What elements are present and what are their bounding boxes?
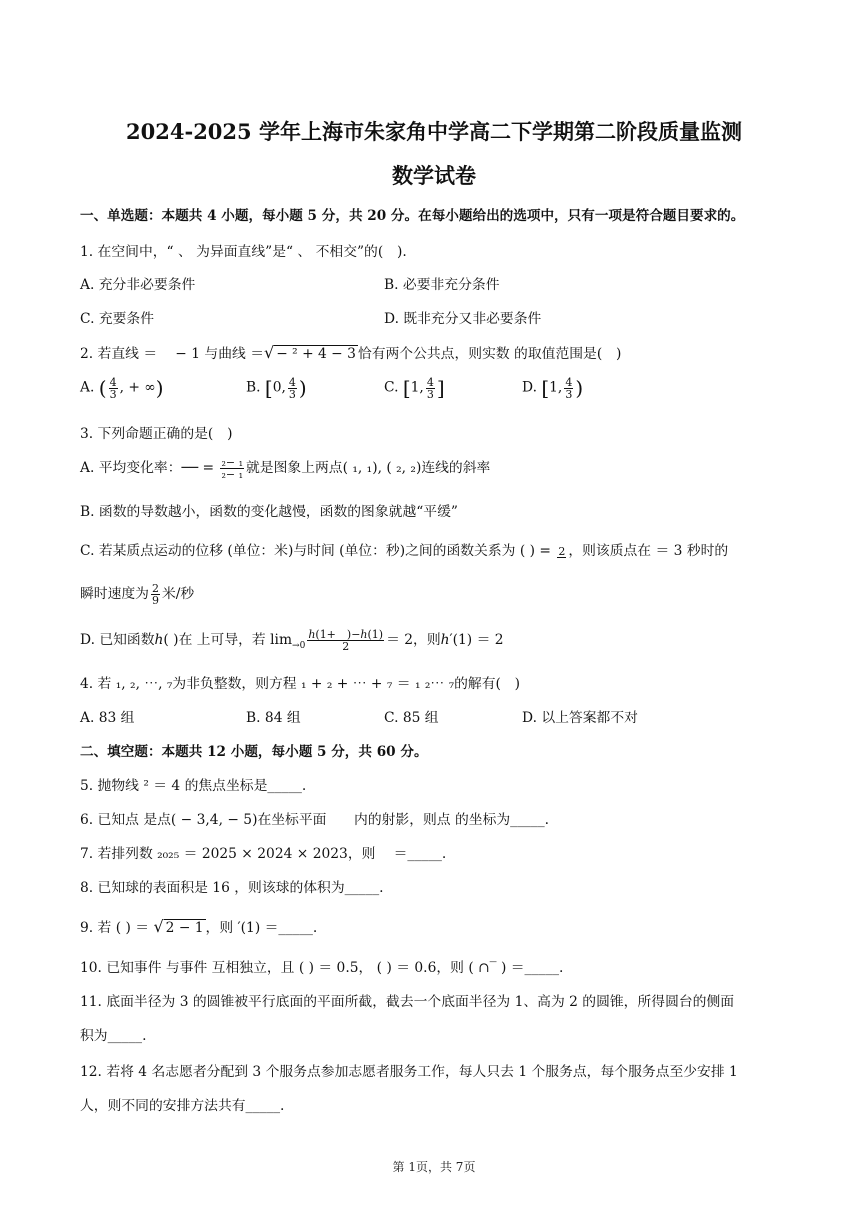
fraction-numerator: 4 — [565, 375, 573, 389]
question-2-option-a — [80, 376, 164, 400]
fraction-denominator: 3 — [109, 387, 117, 401]
fraction-denominator: 9 — [151, 594, 159, 607]
option-text-rest: 米/秒 — [161, 586, 195, 602]
option-text-rest: ，则该质点在 ＝ 3 秒时的 — [568, 543, 729, 559]
question-4-stem: 4. 若 ₁, ₂, ⋯, ₇为非负整数，则方程 ₁ + ₂ + ⋯ + ₇ ＝ ₁ ₂⋯ ₇的解有( ) — [80, 676, 521, 692]
question-3-option-d — [80, 628, 504, 652]
fraction-numerator: 2 — [151, 582, 159, 595]
section-2-header: 二、填空题：本题共 12 小题，每小题 5 分，共 60 分。 — [80, 744, 428, 760]
fraction-numerator: ℎ(1+ )−ℎ(1) — [308, 628, 384, 641]
question-3-option-b: B. 函数的导数越小，函数的变化越慢，函数的图象就越“平缓” — [80, 504, 458, 520]
fraction — [557, 546, 566, 558]
fraction-denominator: ₂− ₁ — [221, 468, 244, 481]
fraction — [220, 457, 244, 480]
question-12-line1: 12. 若将 4 名志愿者分配到 3 个服务点参加志愿者服务工作，每人只去 1 个服务点，每个服务点至少安排 1 — [80, 1064, 738, 1080]
fraction-numerator: 2 — [558, 544, 566, 558]
option-label: C. — [384, 379, 403, 396]
fraction-denominator: 3 — [565, 387, 573, 401]
question-9-text: 9. 若 ( ) ＝ — [80, 920, 154, 936]
fraction — [564, 377, 573, 400]
question-7: 7. 若排列数 ₂₀₂₅ ＝ 2025 × 2024 × 2023，则 ＝_____. — [80, 846, 447, 862]
question-2-stem-part2: 恰有两个公共点，则实数 的取值范围是( ) — [357, 346, 622, 362]
question-9-text-rest: ，则 ′(1) ＝_____. — [205, 920, 318, 936]
option-text: A. 平均变化率：── = — [80, 460, 219, 476]
question-3-stem: 3. 下列命题正确的是( ) — [80, 426, 233, 442]
question-4-option-c: C. 85 组 — [384, 710, 439, 726]
fraction-denominator: 3 — [426, 387, 434, 401]
question-1-option-b: B. 必要非充分条件 — [384, 277, 500, 293]
option-label: B. — [246, 379, 265, 396]
fraction — [307, 629, 384, 652]
interval-start: 0, — [272, 379, 286, 396]
question-3-option-c-line2 — [80, 582, 194, 606]
interval-close-bracket: ) — [575, 376, 584, 400]
question-2-option-b — [246, 376, 307, 400]
fraction — [288, 377, 297, 400]
question-1-option-d: D. 既非充分又非必要条件 — [384, 311, 542, 327]
interval-start: 1, — [549, 379, 563, 396]
question-6: 6. 已知点 是点( − 3,4, − 5)在坐标平面 内的射影，则点 的坐标为_____. — [80, 812, 550, 828]
question-1-option-a: A. 充分非必要条件 — [80, 277, 196, 293]
question-4-option-a: A. 83 组 — [80, 710, 135, 726]
question-4-option-d: D. 以上答案都不对 — [522, 710, 638, 726]
option-text-rest: ＝ 2，则ℎ′(1) ＝ 2 — [386, 632, 504, 648]
exam-title: 2024-2025 学年上海市朱家角中学高二下学期第二阶段质量监测 — [126, 119, 742, 144]
question-11-line1: 11. 底面半径为 3 的圆锥被平行底面的平面所截，截去一个底面半径为 1、高为 2 的圆锥，所得圆台的侧面 — [80, 994, 735, 1010]
question-9-radicand: 2 − 1 — [165, 920, 204, 936]
fraction — [109, 377, 118, 400]
option-text-rest: 就是图象上两点( ₁, ₁), ( ₂, ₂)连线的斜率 — [246, 460, 491, 476]
fraction — [426, 377, 435, 400]
question-10: 10. 已知事件 与事件 互相独立，且 ( ) ＝ 0.5， ( ) ＝ 0.6，则 ( ∩‾ ) ＝_____. — [80, 960, 564, 976]
interval-open-bracket: [ — [264, 376, 273, 400]
option-text: D. 已知函数ℎ( )在 上可导，若 lim — [80, 632, 293, 648]
interval-close-bracket: ) — [155, 376, 164, 400]
option-label: A. — [80, 379, 99, 396]
interval-start: 1, — [410, 379, 424, 396]
interval-open-bracket: [ — [541, 376, 550, 400]
question-3-option-c — [80, 539, 728, 559]
fraction-denominator: 3 — [288, 387, 296, 401]
page-footer: 第 1页，共 7页 — [392, 1160, 476, 1174]
fraction-numerator: 4 — [288, 375, 296, 389]
question-2-stem: 2. 若直线 ＝ − 1 与曲线 ＝√ − ² + 4 − 3 恰有两个公共点，则实数 的取值范围是( ) — [80, 343, 622, 362]
question-12-line2: 人，则不同的安排方法共有_____. — [80, 1098, 285, 1114]
interval-close-bracket: ) — [298, 376, 307, 400]
option-label: D. — [522, 379, 542, 396]
question-2-radicand: − ² + 4 − 3 — [276, 346, 356, 362]
question-4-option-b: B. 84 组 — [246, 710, 301, 726]
option-text: C. 若某质点运动的位移 (单位：米)与时间 (单位：秒)之间的函数关系为 ( ) = — [80, 543, 556, 559]
section-1-header: 一、单选题：本题共 4 小题，每小题 5 分，共 20 分。在每小题给出的选项中，只有一项是符合题目要求的。 — [80, 208, 745, 224]
question-2-option-d — [522, 376, 583, 400]
question-5: 5. 抛物线 ² ＝ 4 的焦点坐标是_____. — [80, 778, 307, 794]
question-9: 9. 若 ( ) ＝ √ 2 − 1 ，则 ′(1) ＝_____. — [80, 917, 318, 936]
question-11-line2: 积为_____. — [80, 1028, 147, 1044]
fraction — [151, 583, 160, 606]
limit-subscript: →0 — [292, 640, 306, 651]
question-1-stem: 1. 在空间中，“ 、 为异面直线”是“ 、 不相交”的( ). — [80, 244, 407, 260]
interval-rest: , + ∞ — [119, 379, 156, 396]
option-text: 瞬时速度为 — [80, 586, 149, 602]
fraction-denominator: 2 — [342, 640, 350, 653]
question-2-stem-part1: 2. 若直线 ＝ − 1 与曲线 ＝ — [80, 346, 264, 362]
interval-open-bracket: [ — [402, 376, 411, 400]
interval-open-bracket: ( — [98, 376, 107, 400]
fraction-numerator: ₂− ₁ — [221, 456, 244, 469]
interval-close-bracket: ] — [436, 376, 445, 400]
question-2-option-c — [384, 376, 445, 400]
question-1-option-c: C. 充要条件 — [80, 311, 155, 327]
fraction-numerator: 4 — [426, 375, 434, 389]
exam-subtitle: 数学试卷 — [392, 163, 476, 188]
fraction-numerator: 4 — [109, 375, 117, 389]
question-8: 8. 已知球的表面积是 16 ，则该球的体积为_____. — [80, 880, 384, 896]
question-3-option-a — [80, 456, 490, 480]
